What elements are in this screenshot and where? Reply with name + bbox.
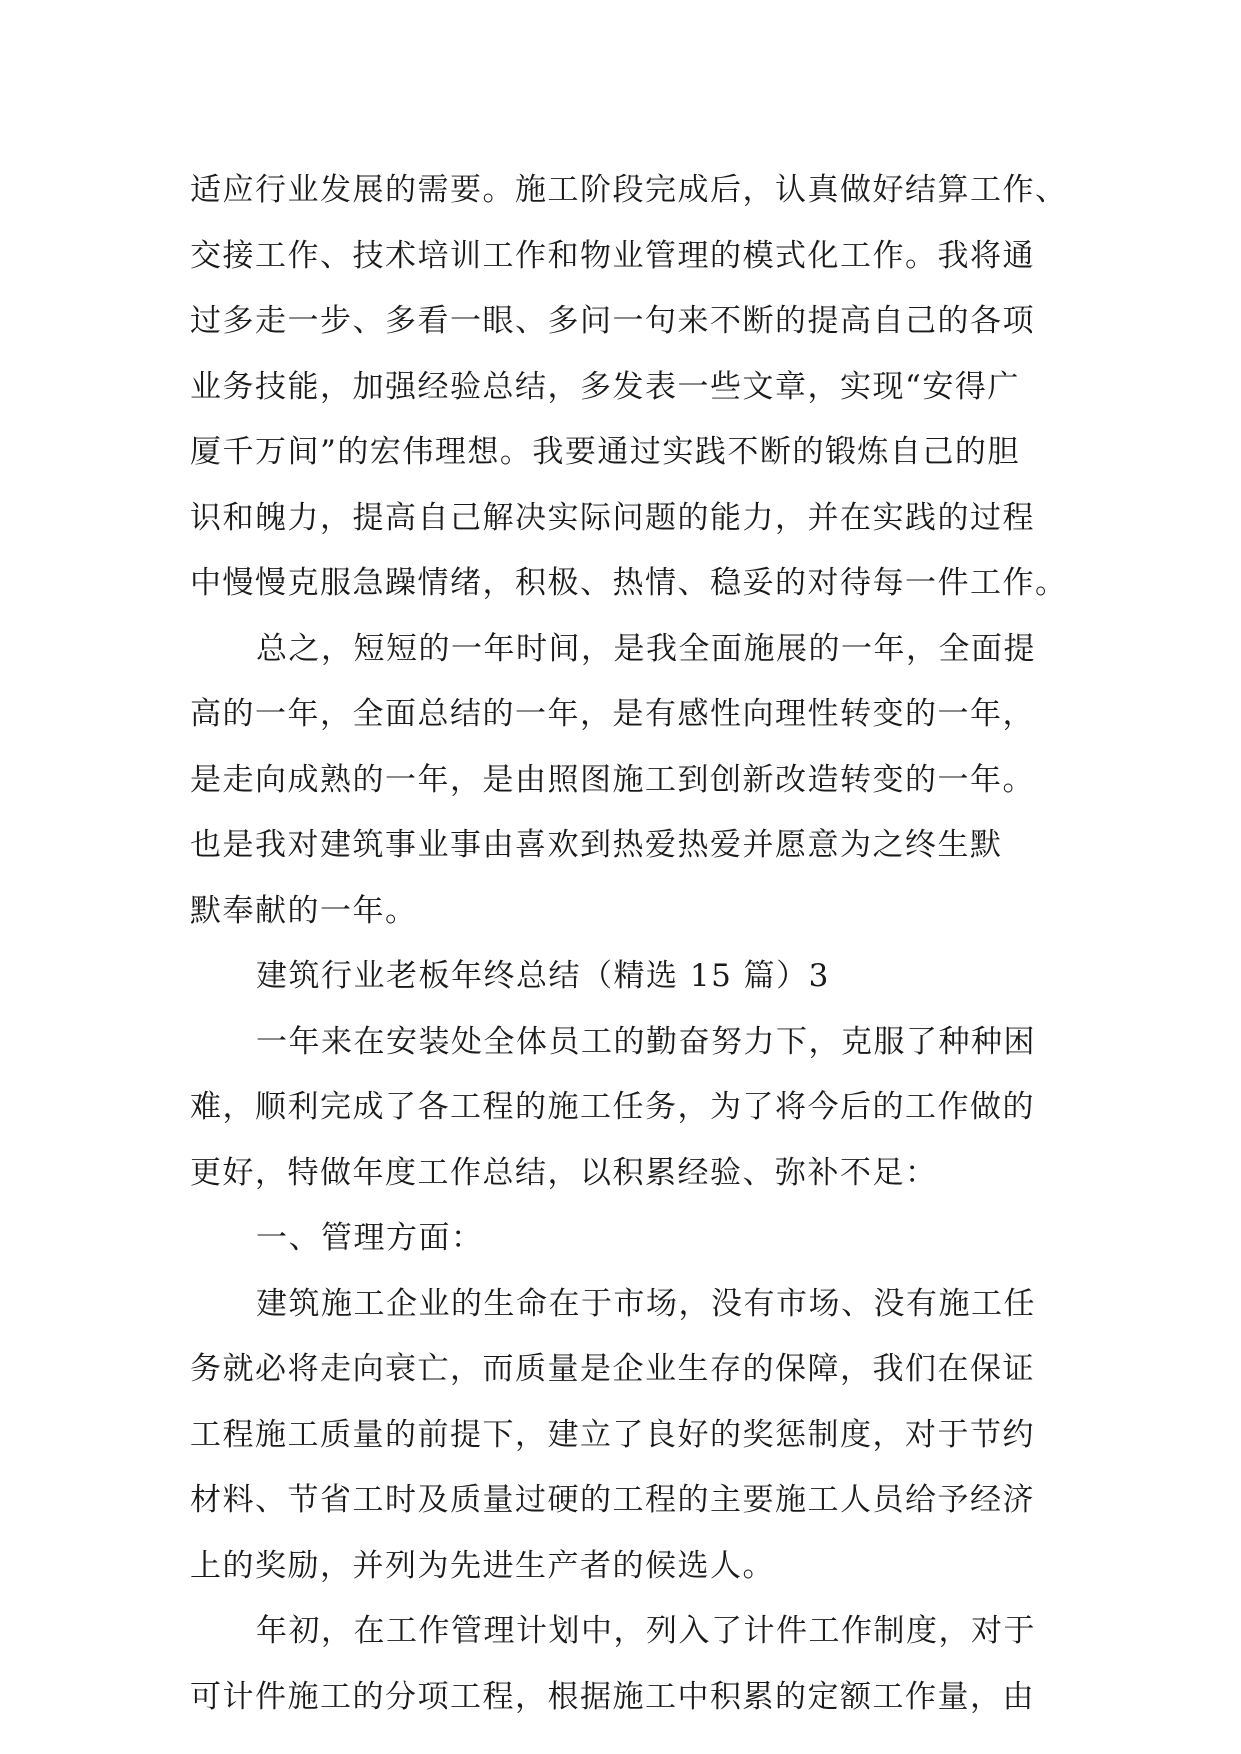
text-line: 中慢慢克服急躁情绪，积极、热情、稳妥的对待每一件工作。 [190, 565, 1068, 601]
text-line: 难，顺利完成了各工程的施工任务，为了将今后的工作做的 [190, 1089, 1035, 1125]
paragraph-first-line: 建筑施工企业的生命在于市场，没有市场、没有施工任 [256, 1285, 1036, 1322]
text-line: 默奉献的一年。 [190, 892, 418, 929]
text-line: 厦千万间”的宏伟理想。我要通过实践不断的锻炼自己的胆 [190, 434, 1020, 470]
paragraph-first-line: 年初，在工作管理计划中，列入了计件工作制度，对于 [256, 1613, 1036, 1649]
text-line: 高的一年，全面总结的一年，是有感性向理性转变的一年， [190, 696, 1035, 732]
section-heading: 建筑行业老板年终总结（精选 15 篇）3 [256, 958, 830, 994]
text-line: 过多走一步、多看一眼、多问一句来不断的提高自己的各项 [190, 303, 1035, 339]
text-line: 工程施工质量的前提下，建立了良好的奖惩制度，对于节约 [190, 1416, 1035, 1453]
text-line: 适应行业发展的需要。施工阶段完成后，认真做好结算工作、 [190, 172, 1068, 208]
paragraph-first-line: 一年来在安装处全体员工的勤奋努力下，克服了种种困 [256, 1023, 1036, 1060]
paragraph-first-line: 总之，短短的一年时间，是我全面施展的一年，全面提 [256, 630, 1036, 667]
text-line: 材料、节省工时及质量过硬的工程的主要施工人员给予经济 [190, 1482, 1035, 1518]
text-line: 也是我对建筑事业事由喜欢到热爱热爱并愿意为之终生默 [190, 827, 1003, 863]
text-line: 交接工作、技术培训工作和物业管理的模式化工作。我将通 [190, 237, 1035, 274]
text-line: 业务技能，加强经验总结，多发表一些文章，实现“安得广 [190, 368, 1020, 405]
document-body [190, 158, 1068, 1730]
text-line: 务就必将走向衰亡，而质量是企业生存的保障，我们在保证 [190, 1351, 1035, 1387]
subsection-heading: 一、管理方面： [256, 1220, 484, 1256]
text-line: 识和魄力，提高自己解决实际问题的能力，并在实践的过程 [190, 499, 1035, 536]
text-line: 更好，特做年度工作总结，以积累经验、弥补不足： [190, 1154, 938, 1191]
text-line: 上的奖励，并列为先进生产者的候选人。 [190, 1547, 775, 1584]
text-line: 可计件施工的分项工程，根据施工中积累的定额工作量，由 [190, 1678, 1035, 1715]
text-line: 是走向成熟的一年，是由照图施工到创新改造转变的一年。 [190, 761, 1035, 798]
